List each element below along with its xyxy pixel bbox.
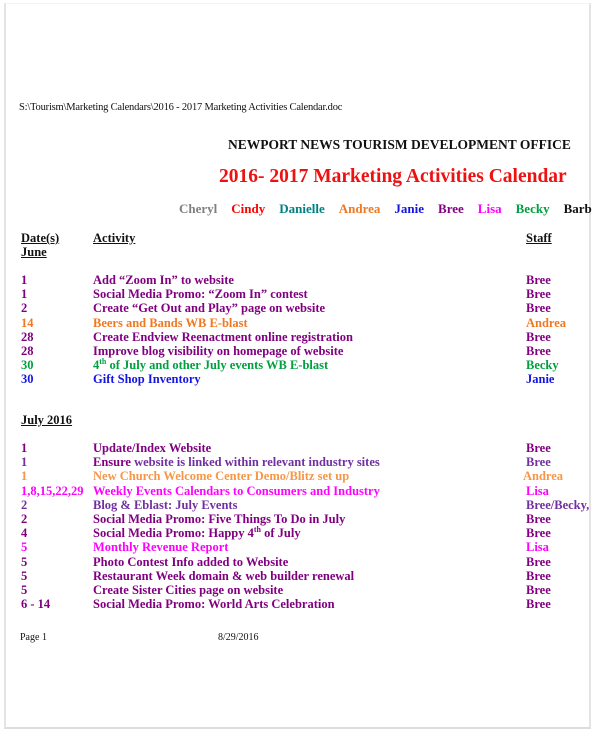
table-row	[21, 583, 591, 597]
table-row	[21, 441, 591, 455]
table-row	[21, 455, 591, 469]
legend-staff-becky: Becky	[515, 201, 550, 216]
staff-color-legend	[179, 201, 600, 217]
row-date: 1	[21, 469, 28, 484]
row-activity: New Church Welcome Center Demo/Blitz set up	[93, 469, 350, 484]
row-activity: Gift Shop Inventory	[93, 372, 201, 387]
row-activity: Beers and Bands WB E-blast	[93, 315, 248, 330]
table-row	[21, 469, 591, 483]
row-date: 5	[21, 583, 28, 597]
row-date: 5	[21, 540, 28, 555]
activity-column-header: Activity	[93, 231, 136, 245]
row-activity: Social Media Promo: “Zoom In” contest	[93, 287, 308, 302]
row-staff: Bree	[526, 583, 551, 597]
row-activity: Monthly Revenue Report	[93, 540, 229, 555]
row-staff: Lisa	[526, 483, 549, 498]
row-activity: Improve blog visibility on homepage of website	[93, 344, 344, 358]
table-row	[21, 526, 591, 540]
footer-page-number: Page 1	[20, 632, 47, 643]
table-row	[21, 569, 591, 583]
table-row	[21, 316, 591, 330]
row-staff: Bree	[526, 287, 551, 302]
row-activity: Restaurant Week domain & web builder renewal	[93, 568, 355, 583]
legend-staff-danielle: Danielle	[279, 201, 325, 216]
row-staff: Bree	[526, 344, 551, 358]
row-date: 30	[21, 358, 34, 373]
legend-staff-bree: Bree	[438, 201, 464, 216]
row-date: 28	[21, 329, 34, 344]
row-date: 5	[21, 568, 28, 583]
row-date: 1,8,15,22,29	[21, 483, 84, 498]
table-row	[21, 344, 591, 358]
row-staff: Lisa	[526, 540, 549, 555]
row-date: 28	[21, 344, 34, 358]
row-staff: Janie	[526, 372, 555, 387]
table-row	[21, 555, 591, 569]
row-date: 1	[21, 455, 28, 470]
row-staff: Bree	[526, 329, 551, 344]
row-activity: Weekly Events Calendars to Consumers and Industry	[93, 483, 380, 498]
section-heading-july: July 2016	[21, 413, 73, 427]
row-staff: Bree	[526, 273, 551, 287]
row-activity: Photo Contest Info added to Website	[93, 554, 289, 569]
row-activity: Create Sister Cities page on website	[93, 583, 284, 597]
table-row	[21, 287, 591, 301]
legend-staff-andrea: Andrea	[338, 201, 381, 216]
legend-staff-lisa: Lisa	[477, 201, 502, 216]
row-activity: Update/Index Website	[93, 441, 212, 455]
legend-staff-barb: Barb	[563, 201, 592, 216]
row-staff: Bree	[526, 441, 551, 455]
footer-date: 8/29/2016	[218, 632, 259, 643]
table-row	[21, 512, 591, 526]
staff-column-header: Staff	[526, 231, 552, 245]
row-activity: Social Media Promo: World Arts Celebration	[93, 597, 335, 612]
table-row	[21, 540, 591, 554]
row-staff: Bree	[526, 526, 551, 541]
legend-staff-cindy: Cindy	[231, 201, 266, 216]
row-activity: Social Media Promo: Happy 4th of July	[93, 525, 301, 541]
legend-staff-cheryl: Cheryl	[179, 201, 218, 216]
row-staff: Bree	[526, 554, 551, 569]
page-title: 2016- 2017 Marketing Activities Calendar	[219, 166, 567, 187]
table-row	[21, 372, 591, 386]
table-row	[21, 273, 591, 287]
row-date: 30	[21, 372, 34, 387]
row-date: 1	[21, 441, 28, 455]
row-date: 2	[21, 497, 28, 512]
file-path: S:\Tourism\Marketing Calendars\2016 - 2017 Marketing Activities Calendar.doc	[19, 102, 343, 113]
row-staff: Andrea	[526, 315, 567, 330]
table-row	[21, 358, 591, 372]
row-activity: Social Media Promo: Five Things To Do in July	[93, 512, 346, 526]
dates-column-header: Date(s)	[21, 231, 60, 245]
table-row	[21, 498, 591, 512]
row-staff: Bree	[526, 512, 551, 526]
row-activity: 4th of July and other July events WB E-blast	[93, 357, 329, 373]
row-date: 6 - 14	[21, 597, 51, 612]
row-activity: Ensure website is linked within relevant industry sites	[93, 455, 380, 470]
row-activity: Add “Zoom In” to website	[93, 273, 234, 287]
row-date: 5	[21, 554, 28, 569]
legend-staff-janie: Janie	[394, 201, 425, 216]
table-row	[21, 484, 591, 498]
row-staff: Bree/Becky,	[526, 497, 590, 512]
row-date: 14	[21, 315, 34, 330]
row-staff: Andrea	[523, 469, 564, 484]
row-staff: Bree	[526, 568, 551, 583]
row-date: 2	[21, 301, 28, 316]
row-date: 4	[21, 526, 28, 541]
row-activity: Create “Get Out and Play” page on website	[93, 301, 326, 316]
table-row	[21, 597, 591, 611]
row-date: 2	[21, 512, 28, 526]
row-date: 1	[21, 287, 28, 302]
row-activity: Create Endview Reenactment online registration	[93, 329, 353, 344]
row-staff: Bree	[526, 301, 551, 316]
table-row	[21, 330, 591, 344]
row-staff: Bree	[526, 597, 551, 612]
row-date: 1	[21, 273, 28, 287]
row-staff: Bree	[526, 455, 551, 470]
table-row	[21, 301, 591, 315]
section-heading-june: June	[21, 245, 47, 259]
row-activity: Blog & Eblast: July Events	[93, 497, 238, 512]
office-name: NEWPORT NEWS TOURISM DEVELOPMENT OFFICE	[228, 137, 571, 152]
row-staff: Becky	[526, 358, 559, 373]
